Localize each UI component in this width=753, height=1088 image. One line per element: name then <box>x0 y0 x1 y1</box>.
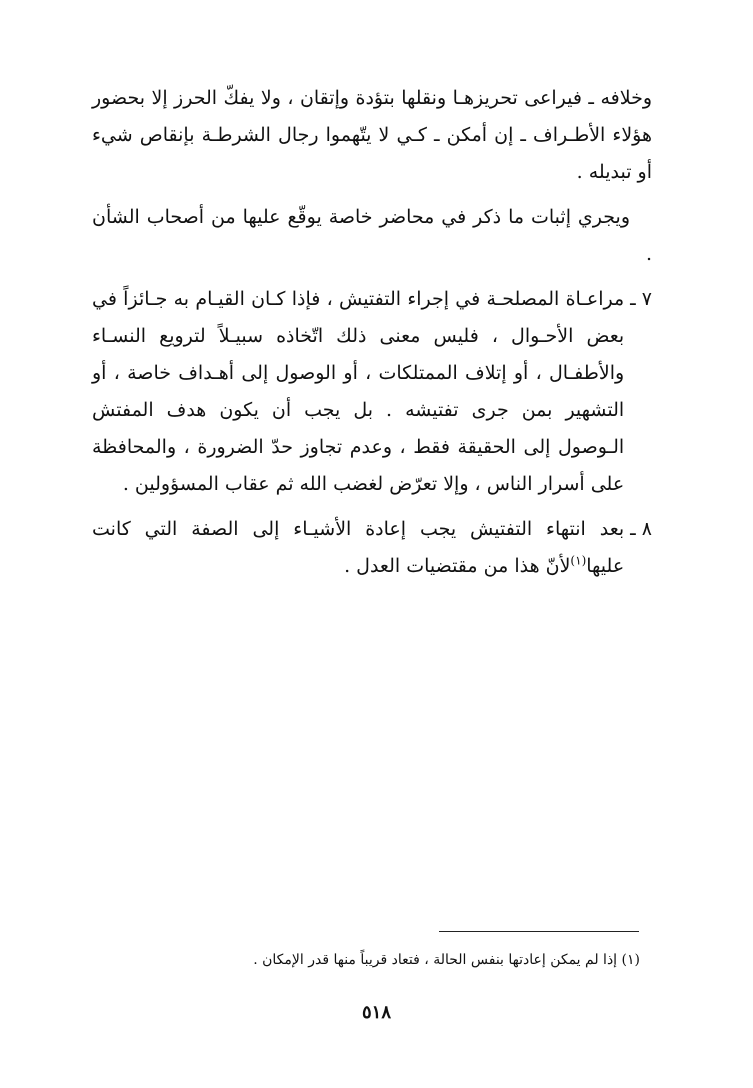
list-item-text-part: بعد انتهاء التفتيش يجب إعادة الأشيـاء إلى الصفة التي كانت عليها <box>92 518 625 577</box>
list-item-number: ٧ ـ <box>630 288 652 310</box>
footnote-divider <box>439 931 639 932</box>
paragraph-1: وخلافه ـ فيراعى تحريزهـا ونقلها بتؤدة وإتقان ، ولا يفكّ الحرز إلا بحضور هؤلاء الأطـراف ـ إن أمكن ـ كـي لا يتّهموا رجال الشرطـة بإنقاص شيء أو تبديله . <box>92 87 652 183</box>
footnote: (١) إذا لم يمكن إعادتها بنفس الحالة ، فتعاد قريباً منها قدر الإمكان . <box>253 952 640 968</box>
list-item-text <box>92 511 624 585</box>
main-text <box>92 80 652 593</box>
paragraph-2: ويجري إثبات ما ذكر في محاضر خاصة يوقّع عليها من أصحاب الشأن . <box>92 206 652 265</box>
list-item-8 <box>92 511 652 585</box>
footnote-reference: (١) <box>570 553 587 568</box>
list-item-text: مراعـاة المصلحـة في إجراء التفتيش ، فإذا كـان القيـام به جـائزاً في بعض الأحـوال ، فليس معنى ذلك اتّخاذه سبيـلاً لترويع النسـاء والأطفـال ، أو إتلاف الممتلكات ، أو الوصول إلى أهـداف خاصة ، أو التشهير بمن جرى تفتيشه . بل يجب أن يكون هدف المفتش الـوصول إلى الحقيقة فقط ، وعدم تجاوز حدّ الضرورة ، والمحافظة على أسرار الناس ، وإلا تعرّض لغضب الله ثم عقاب المسؤولين . <box>92 288 625 495</box>
list-item-text-part: لأنّ هذا من مقتضيات العدل . <box>344 555 571 577</box>
page-number: ٥١٨ <box>361 1002 391 1023</box>
list-item-number: ٨ ـ <box>630 518 652 540</box>
list-item-7 <box>92 281 652 503</box>
